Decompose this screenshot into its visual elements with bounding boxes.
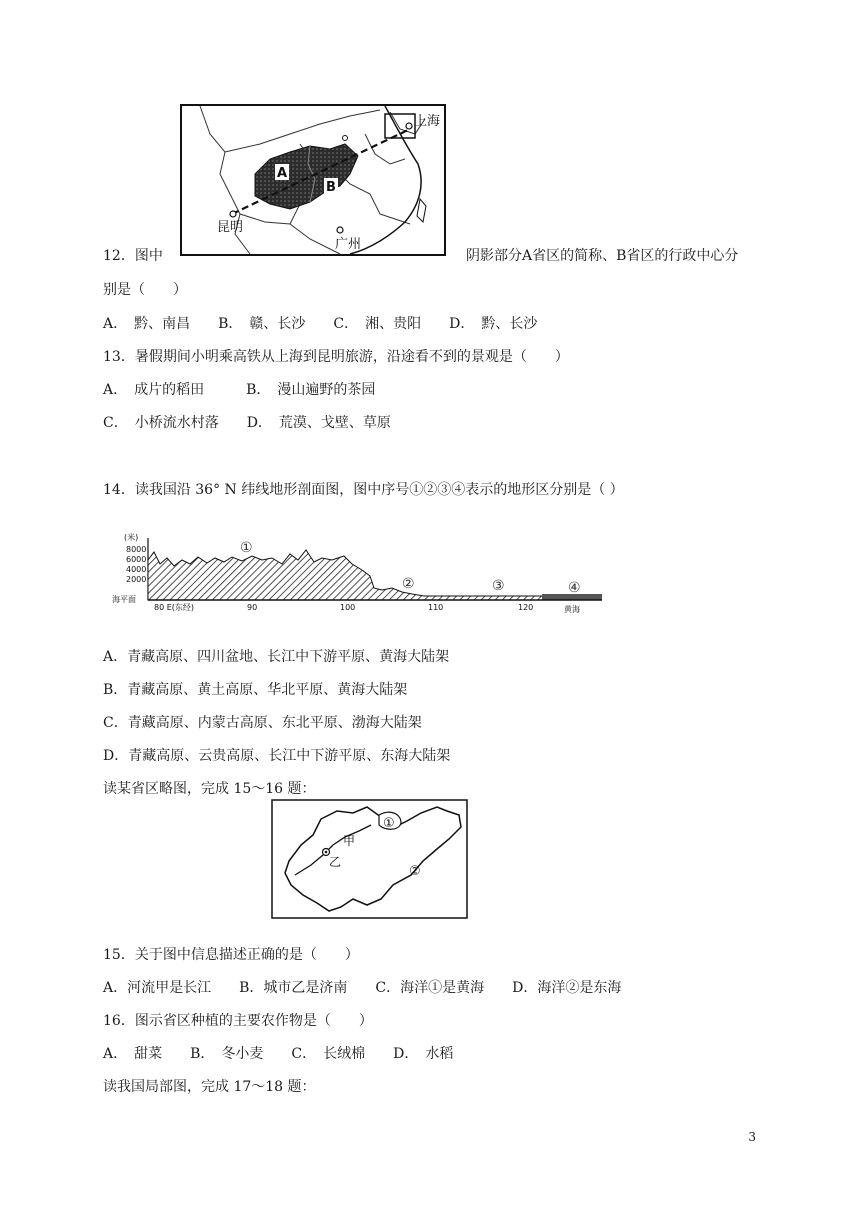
- label-sea-1: ①: [383, 816, 395, 831]
- label-kunming: 昆明: [217, 220, 244, 235]
- label-yi: 乙: [329, 855, 342, 869]
- q13-options-row2: C． 小桥流水村落 D． 荒漠、戈壁、草原: [103, 415, 391, 431]
- q14-option-b: B．青藏高原、黄土高原、华北平原、黄海大陆架: [103, 682, 408, 698]
- profile-xtick-120: 120: [518, 603, 534, 612]
- profile-marker-1: ①: [240, 540, 253, 556]
- profile-xtick-100: 100: [340, 603, 356, 612]
- q13-stem: 13．暑假期间小明乘高铁从上海到昆明旅游，沿途看不到的景观是（ ）: [103, 349, 569, 365]
- label-jia: 甲: [343, 834, 356, 848]
- label-a: A: [277, 166, 288, 181]
- q14-option-a: A．青藏高原、四川盆地、长江中下游平原、黄海大陆架: [103, 649, 450, 665]
- profile-marker-2: ②: [402, 576, 415, 592]
- terrain-profile-36n: [112, 530, 602, 616]
- map-province: [271, 799, 468, 919]
- profile-unit: (米): [124, 533, 139, 542]
- profile-xtick-110: 110: [428, 603, 444, 612]
- intro-15-16: 读某省区略图，完成 15～16 题：: [103, 781, 316, 797]
- profile-ytick-4000: 4000: [126, 565, 147, 574]
- label-shanghai: 上海: [414, 114, 441, 129]
- label-guangzhou: 广州: [335, 237, 362, 252]
- map-shanghai-kunming: [180, 104, 446, 256]
- page-number: 3: [748, 1130, 756, 1144]
- q12-options: A． 黔、南昌 B． 赣、长沙 C． 湘、贵阳 D． 黔、长沙: [103, 316, 538, 332]
- profile-marker-4: ④: [568, 580, 581, 596]
- profile-ytick-6000: 6000: [126, 555, 147, 564]
- label-sea-2: ②: [409, 864, 421, 879]
- q15-stem: 15．关于图中信息描述正确的是（ ）: [103, 947, 359, 963]
- q15-options: A．河流甲是长江 B．城市乙是济南 C．海洋①是黄海 D．海洋②是东海: [103, 980, 622, 996]
- q16-stem: 16．图示省区种植的主要农作物是（ ）: [103, 1013, 373, 1029]
- q12-stem-suffix: 阴影部分A省区的简称、B省区的行政中心分: [466, 248, 739, 264]
- profile-ytick-8000: 8000: [126, 545, 147, 554]
- profile-xtick-80: 80 E(东经): [154, 603, 195, 612]
- profile-xtick-90: 90: [247, 603, 258, 612]
- q12-stem-cont: 别是（ ）: [103, 282, 187, 298]
- q13-options-row1: A． 成片的稻田 B． 漫山遍野的茶园: [103, 382, 376, 398]
- q16-options: A． 甜菜 B． 冬小麦 C． 长绒棉 D． 水稻: [103, 1046, 454, 1062]
- profile-ytick-2000: 2000: [126, 575, 147, 584]
- label-b: B: [326, 180, 336, 195]
- q12-stem-prefix: 12．图中: [103, 248, 163, 264]
- q14-option-d: D．青藏高原、云贵高原、长江中下游平原、东海大陆架: [103, 748, 451, 764]
- q14-option-c: C．青藏高原、内蒙古高原、东北平原、渤海大陆架: [103, 715, 422, 731]
- q14-stem: 14．读我国沿 36° N 纬线地形剖面图，图中序号①②③④表示的地形区分别是（ ）: [103, 482, 624, 498]
- profile-sea-label: 黄海: [564, 605, 580, 614]
- profile-marker-3: ③: [492, 578, 505, 594]
- intro-17-18: 读我国局部图，完成 17～18 题：: [103, 1079, 316, 1095]
- profile-sea-level: 海平面: [112, 595, 136, 604]
